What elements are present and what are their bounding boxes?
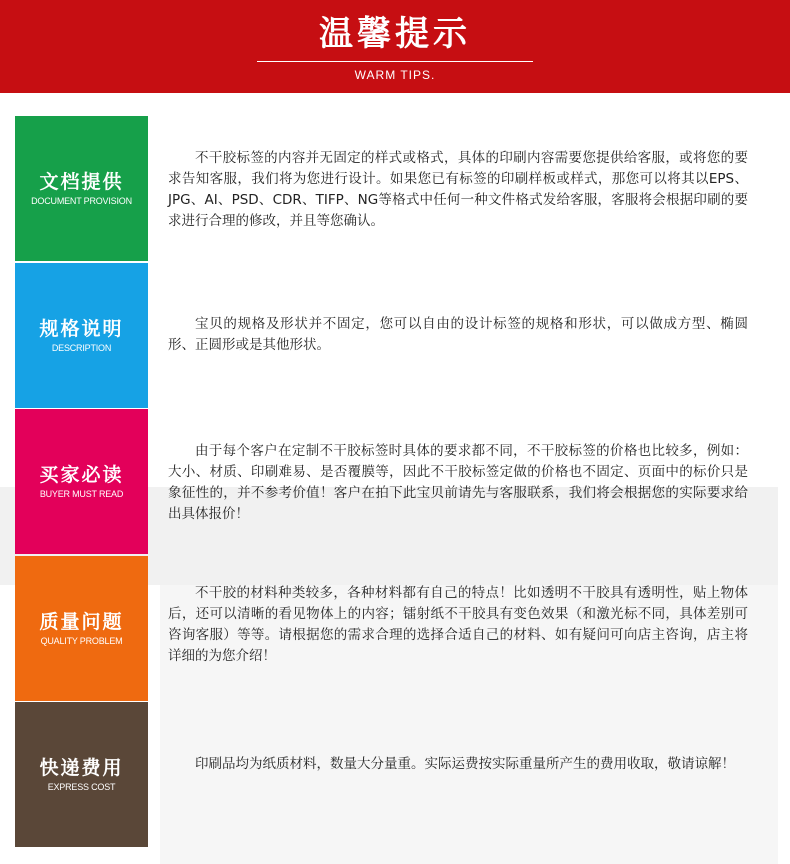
- section-description: 印刷品均为纸质材料，数量大分量重。实际运费按实际重量所产生的费用收取，敬请谅解！: [195, 756, 735, 772]
- section-express-cost: [0, 702, 790, 847]
- section-description-spec: [0, 263, 790, 408]
- section-description: 不干胶的材料种类较多，各种材料都有自己的特点！比如透明不干胶具有透明性，贴上物体后，还可以清晰的看见物体上的内容；镭射纸不干胶具有变色效果（和激光标不同，具体差别可咨询客服）等等。请根据您的需求合理的选择合适自己的材料、如有疑问可向店主咨询，店主将详细的为您介绍！: [168, 585, 748, 664]
- section-badge: [15, 263, 148, 408]
- section-quality-problem: [0, 556, 790, 701]
- section-badge: [15, 116, 148, 261]
- section-buyer-must-read: [0, 409, 790, 554]
- section-badge-title: 规格说明: [39, 317, 124, 340]
- section-document-provision: [0, 116, 790, 261]
- section-badge-subtitle: EXPRESS COST: [47, 781, 116, 792]
- section-badge-title: 文档提供: [39, 170, 124, 193]
- header-title: 温馨提示: [319, 14, 471, 54]
- section-badge-title: 快递费用: [39, 756, 124, 779]
- header-divider: [257, 61, 533, 62]
- section-badge-title: 质量问题: [39, 610, 124, 633]
- warm-tips-header: [0, 0, 790, 93]
- section-badge: [15, 556, 148, 701]
- section-badge-title: 买家必读: [39, 463, 124, 486]
- section-description: 不干胶标签的内容并无固定的样式或格式，具体的印刷内容需要您提供给客服，或将您的要求告知客服，我们将为您进行设计。如果您已有标签的印刷样板或样式，那您可以将其以EPS、JPG、AI、PSD、CDR、TIFP、NG等格式中任何一种文件格式发给客服，客服将会根据印刷的要求进行合理的修改，并且等您确认。: [168, 150, 748, 229]
- section-badge-subtitle: DESCRIPTION: [51, 342, 112, 353]
- section-badge-subtitle: DOCUMENT PROVISION: [31, 195, 132, 206]
- section-badge-subtitle: QUALITY PROBLEM: [40, 635, 123, 646]
- section-description: 宝贝的规格及形状并不固定，您可以自由的设计标签的规格和形状，可以做成方型、椭圆形、正圆形或是其他形状。: [168, 316, 748, 353]
- section-description: 由于每个客户在定制不干胶标签时具体的要求都不同，不干胶标签的价格也比较多，例如：大小、材质、印刷难易、是否覆膜等，因此不干胶标签定做的价格也不固定、页面中的标价只是象征性的，并不参考价值！客户在拍下此宝贝前请先与客服联系，我们将会根据您的实际要求给出具体报价！: [168, 443, 748, 522]
- section-badge: [15, 702, 148, 847]
- header-subtitle: WARM TIPS.: [354, 68, 436, 82]
- section-badge-subtitle: BUYER MUST READ: [39, 488, 124, 499]
- section-badge: [15, 409, 148, 554]
